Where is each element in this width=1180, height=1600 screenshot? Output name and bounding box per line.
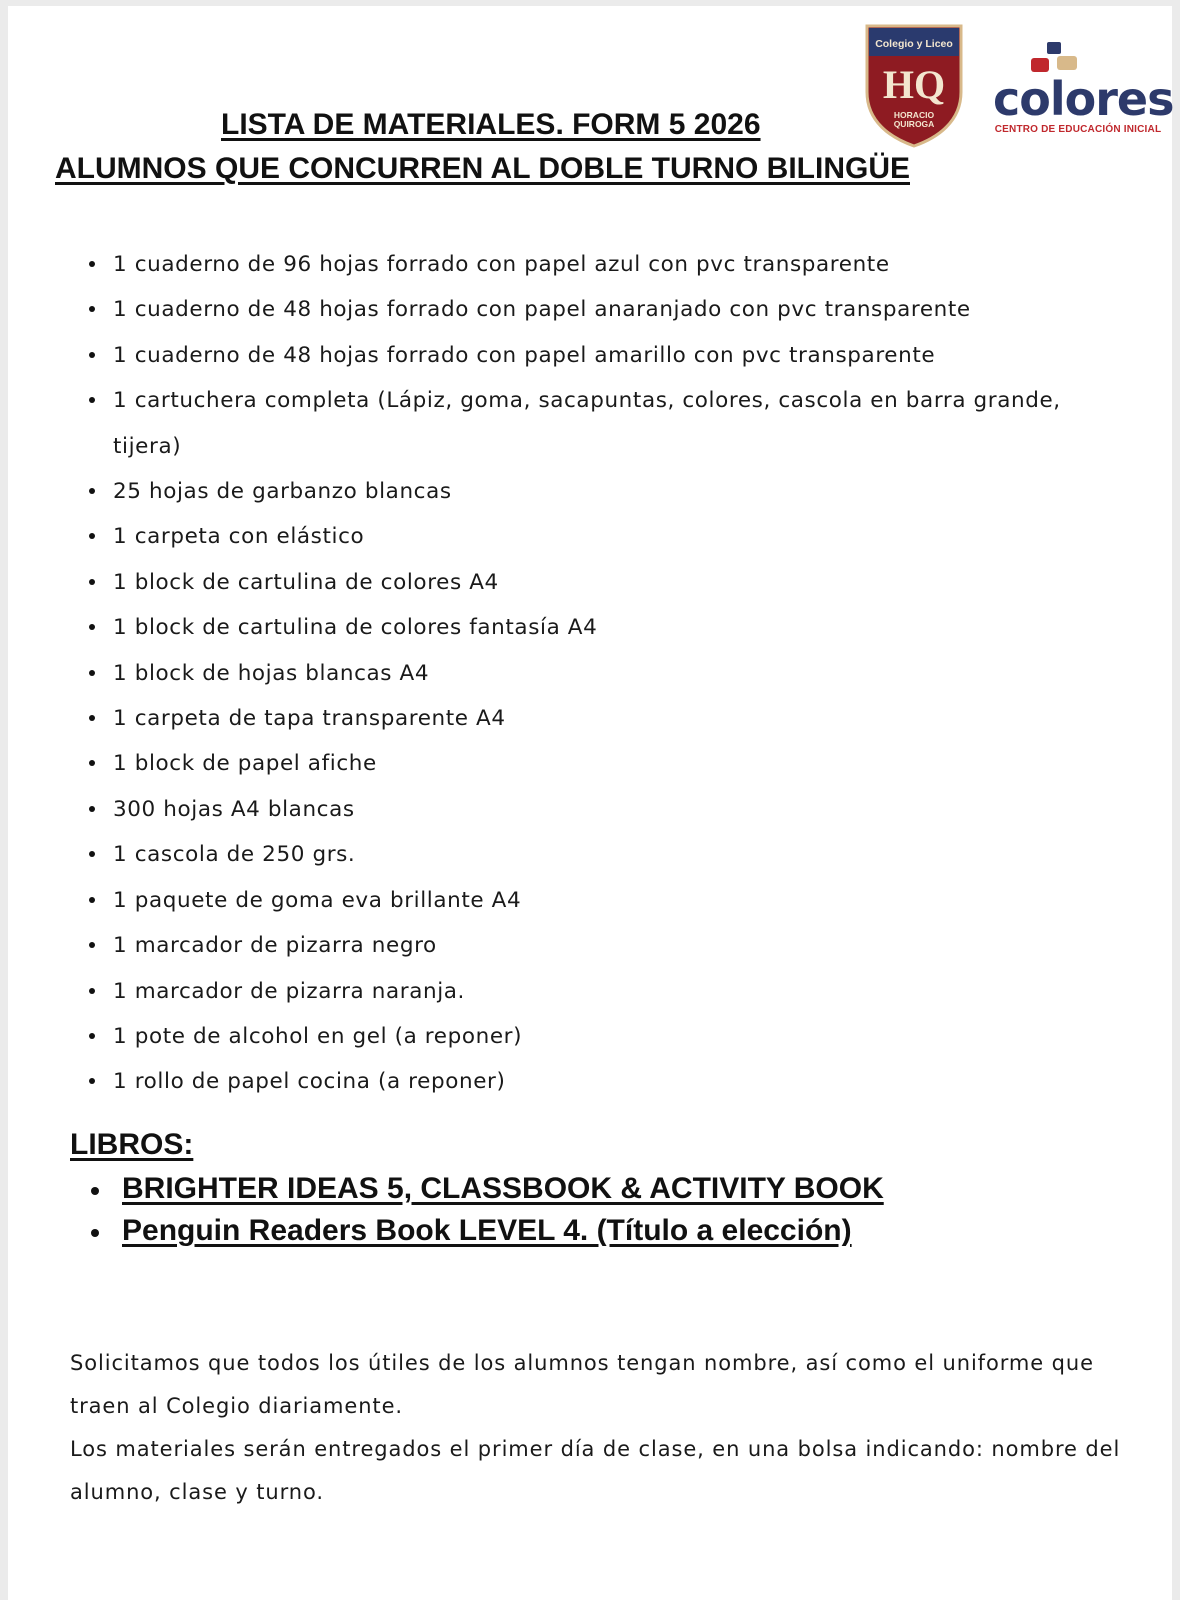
list-item: 1 rollo de papel cocina (a reponer): [80, 1059, 1130, 1104]
document-title: LISTA DE MATERIALES. FORM 5 2026: [221, 108, 761, 141]
list-item: 1 cascola de 250 grs.: [80, 832, 1130, 877]
colores-logo-subtitle: CENTRO DE EDUCACIÓN INICIAL: [994, 124, 1162, 135]
book-item: [86, 1210, 884, 1252]
list-item: 1 cuaderno de 48 hojas forrado con papel anaranjado con pvc transparente: [80, 287, 1130, 332]
list-item: 1 paquete de goma eva brillante A4: [80, 878, 1130, 923]
list-item: 300 hojas A4 blancas: [80, 787, 1130, 832]
list-item: 1 carpeta con elástico: [80, 514, 1130, 559]
list-item: 1 block de cartulina de colores fantasía A4: [80, 605, 1130, 650]
note-paragraph: Solicitamos que todos los útiles de los alumnos tengan nombre, así como el uniforme que traen al Colegio diariamente.: [70, 1351, 1094, 1418]
hq-school-logo: [863, 22, 965, 148]
colores-logo-word: colores: [993, 72, 1174, 126]
list-item: 1 block de hojas blancas A4: [80, 651, 1130, 696]
list-item: 1 carpeta de tapa transparente A4: [80, 696, 1130, 741]
hq-logo-top-text: Colegio y Liceo: [875, 38, 953, 50]
list-item: 1 cuaderno de 48 hojas forrado con papel amarillo con pvc transparente: [80, 333, 1130, 378]
list-item: 1 marcador de pizarra naranja.: [80, 969, 1130, 1014]
colores-logo: [993, 42, 1174, 142]
notes-section: [70, 1342, 1130, 1514]
list-item: 1 block de cartulina de colores A4: [80, 560, 1130, 605]
list-item: 1 pote de alcohol en gel (a reponer): [80, 1014, 1130, 1059]
list-item: 1 marcador de pizarra negro: [80, 923, 1130, 968]
materials-list: [80, 242, 1130, 1105]
list-item: 1 cuaderno de 96 hojas forrado con papel azul con pvc transparente: [80, 242, 1130, 287]
list-item: 1 block de papel afiche: [80, 741, 1130, 786]
document-page: [8, 6, 1172, 1600]
document-subtitle: ALUMNOS QUE CONCURREN AL DOBLE TURNO BILINGÜE: [55, 152, 910, 185]
book-title: Penguin Readers Book LEVEL 4. (Título a elección): [122, 1214, 852, 1247]
hq-logo-monogram: HQ: [882, 62, 946, 107]
hq-logo-name-line1: HORACIO: [893, 110, 935, 120]
book-title: BRIGHTER IDEAS 5, CLASSBOOK & ACTIVITY BOOK: [122, 1172, 884, 1205]
list-item: 1 cartuchera completa (Lápiz, goma, sacapuntas, colores, cascola en barra grande, tijera): [80, 378, 1130, 469]
books-list: [86, 1168, 884, 1252]
books-heading: LIBROS:: [70, 1128, 194, 1161]
hq-logo-name-line2: QUIROGA: [893, 119, 935, 129]
list-item: 25 hojas de garbanzo blancas: [80, 469, 1130, 514]
note-paragraph: Los materiales serán entregados el primer día de clase, en una bolsa indicando: nombre del alumno, clase y turno.: [70, 1437, 1121, 1504]
book-item: [86, 1168, 884, 1210]
